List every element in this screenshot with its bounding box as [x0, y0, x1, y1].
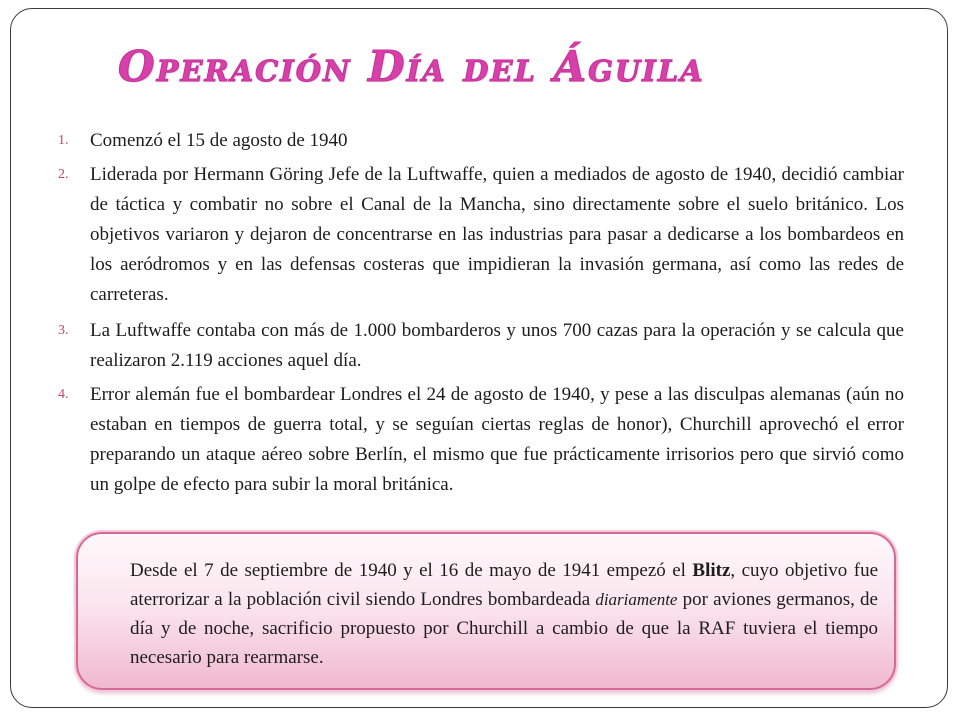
list-item-text: Error alemán fue el bombardear Londres el 24 de agosto de 1940, y pese a las disculpas alemanas (aún no estaban en tiempos de guerra total, y se seguían ciertas reglas de honor), Churchill aprovechó el error preparando un ataque aéreo sobre Berlín, el mismo que fue prácticamente irrisorios pero que sirvió como un golpe de efecto para subir la moral británica.: [90, 384, 904, 495]
list-number: 2.: [58, 167, 69, 182]
list-number: 1.: [58, 133, 69, 148]
list-number: 3.: [58, 323, 69, 338]
list-item-text: Liderada por Hermann Göring Jefe de la Luftwaffe, quien a mediados de agosto de 1940, decidió cambiar de táctica y combatir no sobre el Canal de la Mancha, sino directamente sobre el suelo británico. Los objetivos variaron y dejaron de concentrarse en las industrias para pasar a dedicarse a los bombardeos en los aeródromos y en las defensas costeras que impidieran la invasión germana, así como las redes de carreteras.: [90, 164, 904, 305]
list-number: 4.: [58, 387, 69, 402]
callout-bold-term: Blitz: [692, 560, 731, 581]
list-item: [58, 160, 904, 310]
slide-title: Operación Día del Águila: [118, 42, 705, 91]
list-item-text: La Luftwaffe contaba con más de 1.000 bombarderos y unos 700 cazas para la operación y se calcula que realizaron 2.119 acciones aquel día.: [90, 320, 904, 371]
list-item: [58, 316, 904, 376]
callout-italic-term: diariamente: [595, 590, 678, 609]
callout-text-start: Desde el 7 de septiembre de 1940 y el 16 de mayo de 1941 empezó el: [130, 560, 693, 581]
list-item-text: Comenzó el 15 de agosto de 1940: [90, 130, 348, 151]
callout-text-middle: , cuyo objetivo fue aterrorizar a la población civil siendo Londres bombardeada: [130, 560, 879, 610]
numbered-list: [58, 126, 904, 500]
callout-text: [130, 556, 878, 672]
list-item: [58, 380, 904, 500]
callout-text-end: por aviones germanos, de día y de noche, sacrificio propuesto por Churchill a cambio de que la RAF tuviera el tiempo necesario para rearmarse.: [130, 589, 878, 668]
callout-box: [76, 532, 896, 690]
list-item: [58, 126, 904, 156]
